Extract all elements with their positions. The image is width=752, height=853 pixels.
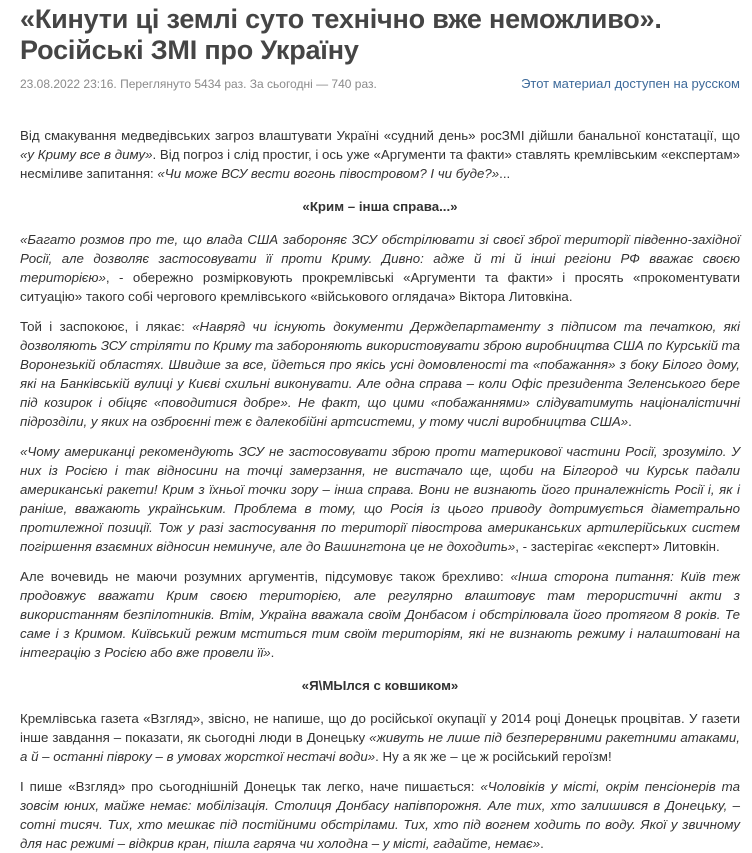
text: , - обережно розмірковують прокремлівські «Аргументи та факти» і просять «прокоментувати ситуацію» такого собі чергового кремлівського «військового оглядача» Віктора Литовкіна. — [20, 270, 740, 304]
quote: «живуть не лише під безперервними ракетними атаками, а й – останні півроку – в умовах жорсткої нестачі води» — [20, 730, 740, 764]
paragraph — [20, 777, 740, 853]
text: ... — [499, 166, 511, 181]
paragraph — [20, 709, 740, 766]
quote: «Багато розмов про те, що влада США забороняє ЗСУ обстрілювати зі своєї зброї території південно-західної Росії, але дозволяє застосовувати її проти Криму. Дивно: адже й ті й інші регіони РФ вважає своєю територією» — [20, 232, 740, 285]
text: Кремлівська газета «Взгляд», звісно, не напише, що до російської окупації у 2014 році Донецьк процвітав. У газети інше завдання – показати, як сьогодні люди в Донецьку — [20, 711, 740, 745]
paragraph — [20, 567, 740, 662]
paragraph — [20, 230, 740, 306]
text: . Ну а як же – це ж російський героїзм! — [375, 749, 612, 764]
quote: «Навряд чи існують документи Держдепартаменту з підписом та печаткою, які дозволяють ЗСУ стріляти по Криму та забороняють використовувати зброю виробництва США по Курській та Воронезькій областях. Швидше за все, йдеться про якісь усні домовленості та «побажання» з боку Білого дому, які на Банківській вулиці у Києві схильні виконувати. Але одна справа – коли Офіс президента Зеленського бере під козирок і обіцяє «поводитися добре». Не факт, що цими «побажаннями» слідуватимуть націоналістичні підрозділи, у яких на озброєнні теж є далекобійні артсистеми, у тому числі виробництва США» — [20, 319, 740, 429]
article-title: «Кинути ці землі суто технічно вже неможливо». Російські ЗМІ про Україну — [20, 4, 662, 65]
text: Той і заспокоює, і лякає: — [20, 319, 193, 334]
text: І пише «Взгляд» про сьогоднішній Донецьк так легко, наче пишається: — [20, 779, 481, 794]
quote: «Чому американці рекомендують ЗСУ не застосовувати зброю проти материкової частини Росії, зрозуміло. У них із Росією і так відносини на точці замерзання, не вистачало ще, щоби на Білгород чи Курськ падали американські ракети! Крим з їхньої точки зору – інша справа. Вони не визнають його приналежність Росії і, як і раніше, вважають українським. Проблема в тому, що Росія із цього приводу дотримується діаметрально протилежної позиції. Тож у разі застосування по території півострова американських артилерійських систем погіршення взаємних відносин неминуче, але до Вашингтона це не доходить» — [20, 444, 740, 554]
subheading: «Крим – інша справа...» — [302, 199, 458, 214]
quote: «у Криму все в диму» — [20, 147, 153, 162]
text: , - застерігає «експерт» Литовкін. — [515, 539, 720, 554]
text: Від смакування медведівських загроз влаштувати Україні «судний день» росЗМІ дійшли банальної констатації, що — [20, 128, 740, 143]
text: . — [628, 414, 632, 429]
meta-row — [20, 76, 740, 94]
quote: «Чи може ВСУ вести вогонь півостровом? І чи буде?» — [157, 166, 500, 181]
article-body — [20, 126, 740, 853]
article-meta: 23.08.2022 23:16. Переглянуто 5434 раз. За сьогодні — 740 раз. — [20, 77, 377, 91]
russian-version-link[interactable]: Этот материал доступен на русском — [521, 76, 740, 91]
text: . Від погроз і слід простиг, і ось уже «Аргументи та факти» ставлять кремлівським «експертам» несміливе запитання: — [20, 147, 740, 181]
subheading: «Я\МЫлся с ковшиком» — [301, 678, 459, 693]
paragraph — [20, 442, 740, 556]
text: . — [540, 836, 544, 851]
paragraph — [20, 317, 740, 431]
text: . — [270, 645, 275, 660]
text: Але вочевидь не маючи розумних аргументів, підсумовує також брехливо: — [20, 569, 511, 584]
quote: «Інша сторона питання: Київ теж продовжує вважати Крим своєю територією, але регулярно влаштовує там терористичні акти з використанням безпілотників. Втім, Україна вважала своїм Донбасом і обстрілювала його протягом 8 років. Те саме і з Кримом. Київський режим мститься тим своїм територіям, які не визнають режиму і налаштовані на інтеграцію з Росією або вже провели її» — [20, 569, 740, 660]
quote: «Чоловіків у місті, окрім пенсіонерів та зовсім юних, майже немає: мобілізація. Столиця Донбасу напівпорожня. Але тих, хто залишився в Донецьку, – сотні тисяч. Тих, хто мешкає під постійними обстрілами. Тих, хто під вогнем ходить по воду. Якої у звичному для нас режимі – відкрив кран, пішла гаряча чи холодна – у місті, гадайте, немає» — [20, 779, 740, 851]
paragraph — [20, 126, 740, 183]
